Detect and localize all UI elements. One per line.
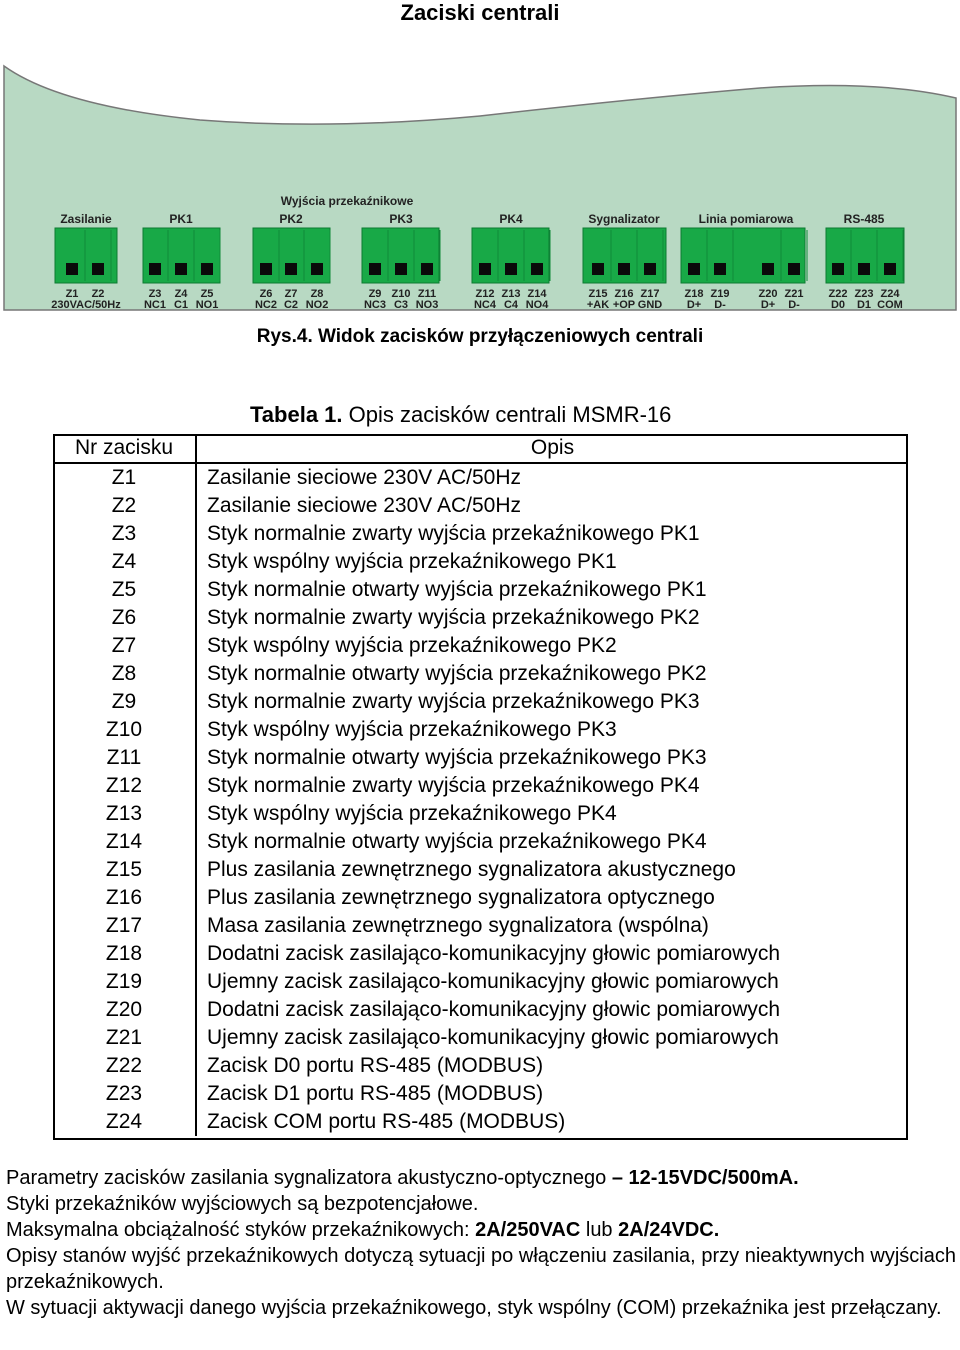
terminal-screw xyxy=(175,263,187,275)
table-row xyxy=(53,492,908,520)
terminal-description-cell: Masa zasilania zewnętrznego sygnalizatora (wspólna) xyxy=(207,914,709,937)
terminal-screw xyxy=(832,263,844,275)
terminal-signal-label: D- xyxy=(714,299,726,311)
note-signaller-params xyxy=(6,1165,956,1191)
table-row xyxy=(53,632,908,660)
terminal-screw xyxy=(66,263,78,275)
terminal-signal-label: NO1 xyxy=(195,299,219,311)
table-row xyxy=(53,912,908,940)
table-row xyxy=(53,1052,908,1080)
terminal-number-cell: Z15 xyxy=(53,856,196,884)
note-period: . xyxy=(713,1219,720,1241)
terminal-number-label: Z7 xyxy=(284,288,298,300)
terminal-number-cell: Z17 xyxy=(53,912,196,940)
terminal-number-cell: Z18 xyxy=(53,940,196,968)
terminal-signal-label: C1 xyxy=(173,299,189,311)
terminal-number-label: Z18 xyxy=(684,288,704,300)
table-caption xyxy=(250,402,960,428)
note-text: Maksymalna obciążalność styków przekaźnikowych: xyxy=(6,1219,476,1241)
terminal-screw xyxy=(531,263,543,275)
terminal-number-cell: Z6 xyxy=(53,604,196,632)
terminal-number-cell: Z19 xyxy=(53,968,196,996)
terminal-number-label: Z17 xyxy=(640,288,660,300)
terminal-screw xyxy=(421,263,433,275)
terminal-signal-label: NC3 xyxy=(363,299,387,311)
terminal-number-cell: Z13 xyxy=(53,800,196,828)
note-text: Parametry zacisków zasilania sygnalizatora akustyczno-optycznego xyxy=(6,1167,612,1189)
terminal-number-cell: Z24 xyxy=(53,1108,196,1136)
table-row xyxy=(53,1024,908,1052)
terminal-number-label: Z21 xyxy=(784,288,804,300)
terminal-description-cell: Plus zasilania zewnętrznego sygnalizatora optycznego xyxy=(207,886,715,909)
terminal-screw xyxy=(260,263,272,275)
terminal-number-cell: Z20 xyxy=(53,996,196,1024)
table-row xyxy=(53,716,908,744)
note-dash: – xyxy=(611,1167,623,1189)
terminal-signal-label: NO4 xyxy=(525,299,549,311)
table-row xyxy=(53,744,908,772)
table-row xyxy=(53,996,908,1024)
terminal-description-cell: Zasilanie sieciowe 230V AC/50Hz xyxy=(207,494,521,517)
terminal-number-label: Z2 xyxy=(91,288,105,300)
table-caption-rest: Opis zacisków centrali MSMR-16 xyxy=(342,402,672,427)
terminal-number-label: Z15 xyxy=(588,288,608,300)
group-label: PK1 xyxy=(169,212,193,226)
terminal-signal-label: D1 xyxy=(856,299,872,311)
terminal-number-label: Z12 xyxy=(475,288,495,300)
terminal-number-cell: Z16 xyxy=(53,884,196,912)
terminal-signal-label: NO2 xyxy=(305,299,329,311)
terminal-signal-label: NC2 xyxy=(254,299,278,311)
note-dc-rating: 2A/24VDC xyxy=(618,1219,714,1241)
terminal-description-cell: Styk normalnie zwarty wyjścia przekaźnikowego PK2 xyxy=(207,606,700,629)
terminal-number-label: Z11 xyxy=(417,288,437,300)
group-label: Sygnalizator xyxy=(588,212,660,226)
terminal-description-cell: Zacisk COM portu RS-485 (MODBUS) xyxy=(207,1110,566,1133)
terminal-number-cell: Z12 xyxy=(53,772,196,800)
table-row xyxy=(53,968,908,996)
notes xyxy=(6,1165,956,1321)
terminal-number-cell: Z23 xyxy=(53,1080,196,1108)
table-row xyxy=(53,800,908,828)
terminal-description-cell: Zacisk D0 portu RS-485 (MODBUS) xyxy=(207,1054,544,1077)
note-text: lub xyxy=(580,1219,619,1241)
table-row xyxy=(53,884,908,912)
terminal-signal-label: D+ xyxy=(686,299,702,311)
terminal-signal-label: +OP xyxy=(612,299,636,311)
group-label: PK4 xyxy=(499,212,523,226)
table-row xyxy=(53,520,908,548)
group-sublabel: 230VAC/50Hz xyxy=(51,299,121,311)
terminal-number-label: Z23 xyxy=(854,288,874,300)
note-output-states: Opisy stanów wyjść przekaźnikowych dotyczą sytuacji po włączeniu zasilania, przy nieaktywnych wyjściach przekaźnikowych. xyxy=(6,1245,956,1293)
terminal-screw xyxy=(592,263,604,275)
note-max-load xyxy=(6,1217,956,1243)
terminal-signal-label: C2 xyxy=(283,299,299,311)
terminal-description-cell: Ujemny zacisk zasilająco-komunikacyjny głowic pomiarowych xyxy=(207,970,779,993)
table-row xyxy=(53,660,908,688)
group-label: PK2 xyxy=(279,212,303,226)
terminal-description-cell: Styk wspólny wyjścia przekaźnikowego PK4 xyxy=(207,802,617,825)
table-row xyxy=(53,463,908,492)
terminal-number-label: Z19 xyxy=(710,288,730,300)
terminal-description-cell: Zacisk D1 portu RS-485 (MODBUS) xyxy=(207,1082,544,1105)
table-header-row xyxy=(53,434,908,463)
terminal-number-label: Z4 xyxy=(174,288,188,300)
table-row xyxy=(53,688,908,716)
terminal-number-cell: Z8 xyxy=(53,660,196,688)
terminal-number-cell: Z9 xyxy=(53,688,196,716)
table-row xyxy=(53,604,908,632)
table-row xyxy=(53,1080,908,1108)
terminal-signal-label: COM xyxy=(877,299,903,311)
terminal-number-cell: Z4 xyxy=(53,548,196,576)
note-potential-free: Styki przekaźników wyjściowych są bezpotencjałowe. xyxy=(6,1193,479,1215)
terminal-signal-label: +AK xyxy=(586,299,610,311)
terminal-screw xyxy=(884,263,896,275)
terminal-number-label: Z16 xyxy=(614,288,634,300)
table-row xyxy=(53,856,908,884)
table-row xyxy=(53,576,908,604)
terminal-description-table xyxy=(53,434,908,1136)
terminal-screw xyxy=(788,263,800,275)
terminal-number-label: Z9 xyxy=(368,288,382,300)
terminal-number-label: Z3 xyxy=(148,288,162,300)
terminal-signal-label: NC4 xyxy=(473,299,497,311)
terminal-number-label: Z5 xyxy=(200,288,214,300)
terminal-number-label: Z14 xyxy=(527,288,547,300)
table-row xyxy=(53,940,908,968)
terminal-description-cell: Styk normalnie otwarty wyjścia przekaźnikowego PK3 xyxy=(207,746,707,769)
terminal-number-label: Z20 xyxy=(758,288,778,300)
terminal-number-cell: Z7 xyxy=(53,632,196,660)
terminal-description-cell: Dodatni zacisk zasilająco-komunikacyjny głowic pomiarowych xyxy=(207,942,781,965)
note-common-switching: W sytuacji aktywacji danego wyjścia przekaźnikowego, styk wspólny (COM) przekaźnika jest przełączany. xyxy=(6,1297,942,1319)
group-label: Zasilanie xyxy=(60,212,112,226)
terminal-number-cell: Z2 xyxy=(53,492,196,520)
terminal-description-cell: Styk normalnie zwarty wyjścia przekaźnikowego PK4 xyxy=(207,774,700,797)
terminal-signal-label: D+ xyxy=(760,299,776,311)
terminal-screw xyxy=(714,263,726,275)
terminal-number-cell: Z10 xyxy=(53,716,196,744)
terminal-number-label: Z10 xyxy=(391,288,411,300)
group-label: RS-485 xyxy=(843,212,885,226)
terminal-signal-label: GND xyxy=(637,299,663,311)
terminal-description-cell: Styk normalnie zwarty wyjścia przekaźnikowego PK1 xyxy=(207,522,700,545)
table-row xyxy=(53,1108,908,1136)
terminal-description-cell: Dodatni zacisk zasilająco-komunikacyjny głowic pomiarowych xyxy=(207,998,781,1021)
note-period: . xyxy=(793,1167,799,1189)
terminal-number-cell: Z21 xyxy=(53,1024,196,1052)
terminal-number-label: Z6 xyxy=(259,288,273,300)
terminal-number-label: Z8 xyxy=(310,288,324,300)
terminal-board-diagram xyxy=(0,58,960,318)
header-description: Opis xyxy=(196,434,908,463)
terminal-number-label: Z22 xyxy=(828,288,848,300)
terminal-signal-label: D- xyxy=(788,299,800,311)
terminal-number-cell: Z22 xyxy=(53,1052,196,1080)
terminal-number-label: Z13 xyxy=(501,288,521,300)
terminal-number-label: Z24 xyxy=(880,288,900,300)
terminal-number-label: Z1 xyxy=(65,288,79,300)
terminal-description-cell: Styk normalnie zwarty wyjścia przekaźnikowego PK3 xyxy=(207,690,700,713)
terminal-screw xyxy=(201,263,213,275)
terminal-description-cell: Styk normalnie otwarty wyjścia przekaźnikowego PK4 xyxy=(207,830,707,853)
terminal-description-cell: Ujemny zacisk zasilająco-komunikacyjny głowic pomiarowych xyxy=(207,1026,779,1049)
relay-outputs-label: Wyjścia przekaźnikowe xyxy=(280,194,414,208)
terminal-block xyxy=(55,228,117,283)
terminal-screw xyxy=(505,263,517,275)
terminal-screw xyxy=(395,263,407,275)
terminal-screw xyxy=(92,263,104,275)
note-voltage-current: 12-15VDC/500mA xyxy=(622,1167,794,1189)
table-row xyxy=(53,828,908,856)
terminal-signal-label: NO3 xyxy=(415,299,439,311)
terminal-signal-label: NC1 xyxy=(143,299,167,311)
terminal-signal-label: D0 xyxy=(830,299,846,311)
terminal-screw xyxy=(311,263,323,275)
figure-caption: Rys.4. Widok zacisków przyłączeniowych centrali xyxy=(256,326,704,347)
terminal-number-cell: Z3 xyxy=(53,520,196,548)
terminal-description-cell: Zasilanie sieciowe 230V AC/50Hz xyxy=(207,466,521,489)
terminal-number-cell: Z5 xyxy=(53,576,196,604)
table-caption-prefix: Tabela 1. xyxy=(250,402,343,427)
terminal-screw xyxy=(858,263,870,275)
terminal-description-cell: Styk normalnie otwarty wyjścia przekaźnikowego PK2 xyxy=(207,662,707,685)
terminal-screw xyxy=(479,263,491,275)
terminal-screw xyxy=(644,263,656,275)
table-row xyxy=(53,548,908,576)
terminal-screw xyxy=(369,263,381,275)
terminal-number-cell: Z11 xyxy=(53,744,196,772)
terminal-screw xyxy=(285,263,297,275)
terminal-description-cell: Styk wspólny wyjścia przekaźnikowego PK2 xyxy=(207,634,617,657)
terminal-number-cell: Z14 xyxy=(53,828,196,856)
terminal-screw xyxy=(762,263,774,275)
terminal-screw xyxy=(618,263,630,275)
header-terminal-number: Nr zacisku xyxy=(53,434,196,463)
terminal-screw xyxy=(149,263,161,275)
section-title: Zaciski centrali xyxy=(400,0,560,25)
terminal-signal-label: C3 xyxy=(393,299,409,311)
group-label: PK3 xyxy=(389,212,413,226)
note-ac-rating: 2A/250VAC xyxy=(475,1219,581,1241)
terminal-screw xyxy=(688,263,700,275)
terminal-description-cell: Styk wspólny wyjścia przekaźnikowego PK1 xyxy=(207,550,617,573)
group-label: Linia pomiarowa xyxy=(698,212,794,226)
terminal-number-cell: Z1 xyxy=(53,463,196,492)
terminal-description-cell: Plus zasilania zewnętrznego sygnalizatora akustycznego xyxy=(207,858,736,881)
table-row xyxy=(53,772,908,800)
terminal-description-cell: Styk normalnie otwarty wyjścia przekaźnikowego PK1 xyxy=(207,578,707,601)
terminal-description-cell: Styk wspólny wyjścia przekaźnikowego PK3 xyxy=(207,718,617,741)
terminal-signal-label: C4 xyxy=(503,299,519,311)
